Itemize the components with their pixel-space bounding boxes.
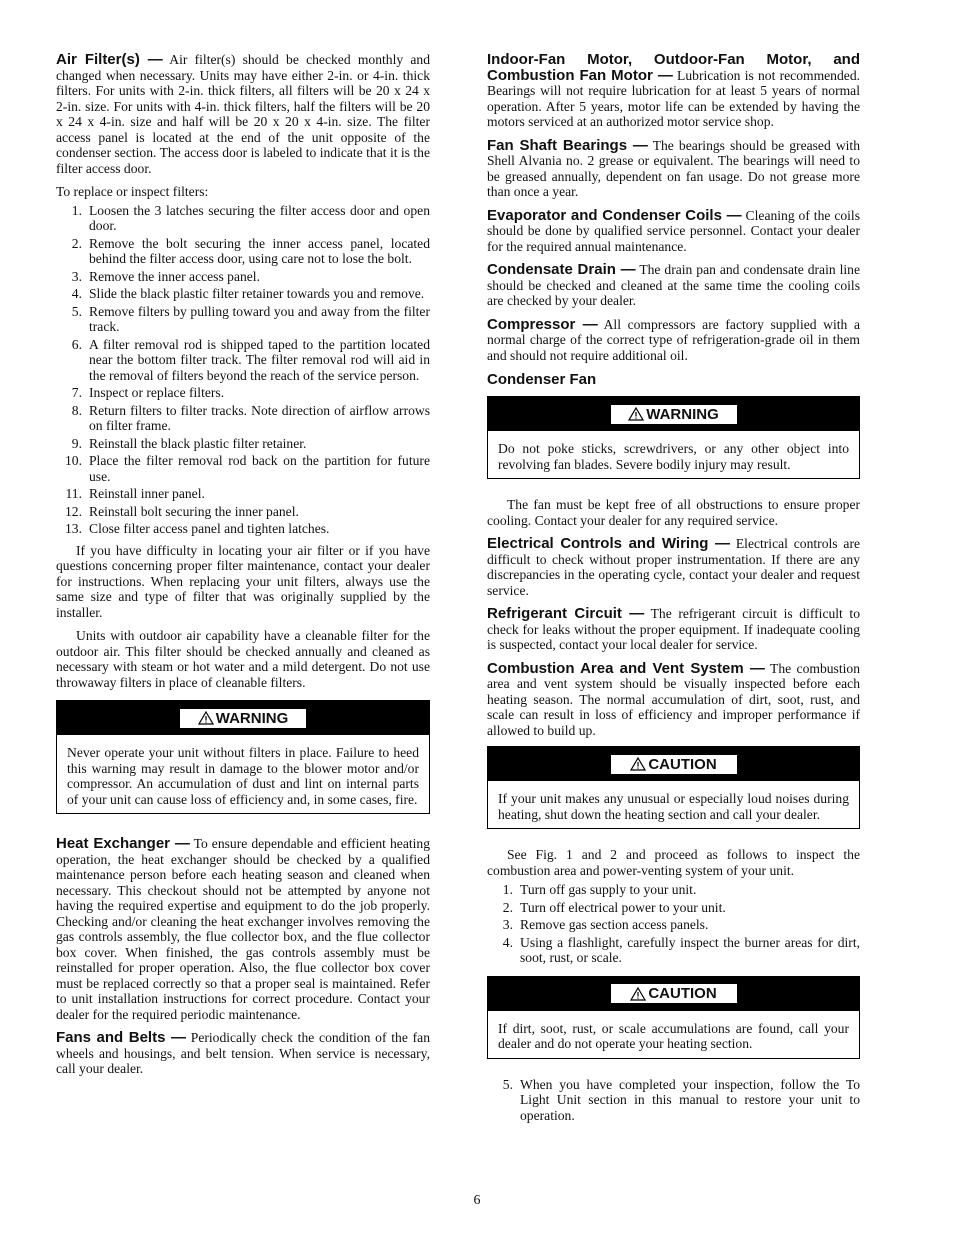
motors-section [487,52,860,130]
final-step-list [487,1077,860,1124]
list-item: 12. Reinstall bolt securing the inner panel. [65,503,299,519]
difficulty-paragraph: If you have difficulty in locating your air filter or if you have questions concerning proper filter maintenance, contact your dealer for instructions. When replacing your unit filters, always use the same size and type of filter that was originally supplied by the installer. [56,542,430,620]
warning-label: WARNING [180,709,306,728]
list-item: 4. Using a flashlight, carefully inspect the burner areas for dirt, soot, rust, or scale. [502,934,860,965]
warning-box-filters [56,700,430,814]
motors-text: Lubrication is not recommended. Bearings will not require lubrication for at least 5 years of normal operation. After 5 years, motor life can be extended by having the motors serviced at an authorized motor service shop. [487,67,861,129]
fan-paragraph: The fan must be kept free of all obstructions to ensure proper cooling. Contact your dealer for any required service. [487,497,860,528]
list-item: 1. Turn off gas supply to your unit. [502,882,697,897]
page-number: 6 [473,1193,481,1208]
refrigerant-text: The refrigerant circuit is difficult to check for leaks without the proper equipment. If inadequate cooling is suspected, contact your local dealer for service. [487,606,860,652]
list-item: 5. Remove filters by pulling toward you and away from the filter track. [71,303,430,334]
heat-exchanger-section [56,836,430,1022]
compressor-text: All compressors are factory supplied with a normal charge of the correct type of refrigeration-grade oil in them and should not require additional oil. [487,316,860,363]
warning-text: Never operate your unit without filters in place. Failure to heed this warning may result in damage to the blower motor and/or compressor. An accumulation of dust and lint on internal parts of your unit can cause loss of efficiency and, in some cases, fire. [67,745,419,807]
heat-exchanger-heading: Heat Exchanger — [56,835,190,852]
heat-exchanger-text: To ensure dependable and efficient heating operation, the heat exchanger should be checked by a qualified maintenance person before each heating season and cleaned when necessary. This checkout should not be attempted by anyone not having the required expertise and equipment to do the job properly. Checking and/or cleaning the heat exchanger involves removing the gas controls assembly, the flue collector box, and the flue collector box cover. When finished, the gas controls assembly must be reinstalled for proper operation. Also, the flue collector box cover must be replaced correctly so that a proper seal is maintained. Refer to unit installation instructions for correct procedure. Contact your dealer for the required periodic maintenance. [56,836,431,1022]
list-item: 10. Place the filter removal rod back on the partition for future use. [65,453,430,484]
list-item: 3. Remove the inner access panel. [71,268,260,284]
replace-steps-list [56,203,430,537]
caution-box-dirt [487,976,860,1059]
list-item: 9. Reinstall the black plastic filter retainer. [71,435,307,451]
fans-belts-text: Periodically check the condition of the fan wheels and housings, and belt tension. When service is necessary, call your dealer. [56,1030,431,1076]
fan-shaft-heading: Fan Shaft Bearings — [487,136,648,154]
list-item: 4. Slide the black plastic filter retainer towards you and remove. [71,286,425,301]
caution-box-noise [487,746,860,829]
air-filter-section [56,52,430,176]
caution-text: If your unit makes any unusual or especially loud noises during heating, shut down the heating section and call your dealer. [498,791,849,822]
list-item: 8. Return filters to filter tracks. Note direction of airflow arrows on filter frame. [71,402,430,433]
drain-text: The drain pan and condensate drain line should be checked and cleaned at the same time the cooling coils are checked by your dealer. [487,262,860,308]
see-fig-paragraph: See Fig. 1 and 2 and proceed as follows to inspect the combustion area and power-venting system of your unit. [487,847,860,878]
electrical-heading: Electrical Controls and Wiring — [487,535,731,552]
fans-belts-section [56,1030,430,1077]
drain-heading: Condensate Drain — [487,261,636,278]
list-item: 5. When you have completed your inspection, follow the To Light Unit section in this manual to restore your unit to operation. [502,1076,860,1123]
right-column [487,52,860,1129]
drain-section [487,262,860,309]
air-filter-text: Air filter(s) should be checked monthly and changed when necessary. Units may have either 2-in. or 4-in. thick filters. For units with 2-in. thick filters, all filters will be 20 x 24 x 2-in. size. For units with 4-in. thick filters, half the filters will be 20 x 24 x 4-in. size and half will be 20 x 20 x 4-in. size. The filter access panel is located at the end of the unit opposite of the condenser section. The access door is labeled to indicate that it is the filter access door. [56,52,430,176]
list-item: 13. Close filter access panel and tighten latches. [65,521,330,536]
outdoor-air-paragraph: Units with outdoor air capability have a cleanable filter for the outdoor air. This filter should be checked annually and cleaned as necessary with steam or hot water and a mild detergent. Do not use throwaway filters in place of cleanable filters. [56,628,430,690]
fan-shaft-text: The bearings should be greased with Shell Alvania no. 2 grease or equivalent. The bearings will need to be greased annually, dependent on fan usage. Do not grease more than once a year. [487,137,860,199]
compressor-heading: Compressor — [487,315,598,333]
list-item: 7. Inspect or replace filters. [71,385,225,400]
condenser-fan-heading: Condenser Fan [487,371,597,388]
alert-triangle-icon [628,407,644,421]
compressor-section [487,317,860,364]
list-item: 3. Remove gas section access panels. [502,917,709,932]
list-item: 6. A filter removal rod is shipped taped to the partition located near the bottom filter track. The filter removal rod will aid in the removal of filters beyond the reach of the service person. [71,336,430,383]
caution-label: CAUTION [611,755,737,774]
list-item: 11. Reinstall inner panel. [65,486,205,501]
alert-triangle-icon [198,711,214,725]
fans-belts-heading: Fans and Belts — [56,1029,186,1046]
air-filter-heading: Air Filter(s) — [56,51,163,68]
combustion-heading: Combustion Area and Vent System — [487,659,765,677]
motors-heading: Indoor-Fan Motor, Outdoor-Fan Motor, and Combustion Fan Motor — [487,51,860,84]
warning-box-fan [487,396,860,479]
list-item: 2. Remove the bolt securing the inner access panel, located behind the filter access door, using care not to lose the bolt. [71,235,430,266]
warning-label: WARNING [611,405,737,424]
list-item: 1. Loosen the 3 latches securing the filter access door and open door. [71,202,430,233]
left-column [56,52,430,1085]
caution-label: CAUTION [611,984,737,1003]
alert-triangle-icon [630,757,646,771]
refrigerant-heading: Refrigerant Circuit — [487,605,645,622]
replace-intro: To replace or inspect filters: [56,184,209,199]
electrical-text: Electrical controls are difficult to check without proper instrumentation. If there are any discrepancies in the operating cycle, contact your dealer and request service. [487,536,861,598]
alert-triangle-icon [630,987,646,1001]
caution-text: If dirt, soot, rust, or scale accumulations are found, call your dealer and do not operate your heating section. [498,1020,849,1051]
coils-heading: Evaporator and Condenser Coils — [487,206,742,224]
inspect-steps-list [487,882,860,966]
warning-text: Do not poke sticks, screwdrivers, or any other object into revolving fan blades. Severe bodily injury may result. [498,441,849,472]
coils-text: Cleaning of the coils should be done by qualified service personnel. Contact your dealer for the required annual maintenance. [487,207,861,254]
refrigerant-section [487,606,860,653]
electrical-section [487,536,860,598]
list-item: 2. Turn off electrical power to your unit. [502,899,726,915]
combustion-section [487,661,860,739]
coils-section [487,208,860,255]
combustion-text: The combustion area and vent system should be visually inspected before each heating season. The normal accumulation of dirt, soot, rust, and scale can result in loss of efficiency and improper performance if allowed to build up. [487,660,860,738]
fan-shaft-section [487,138,860,200]
